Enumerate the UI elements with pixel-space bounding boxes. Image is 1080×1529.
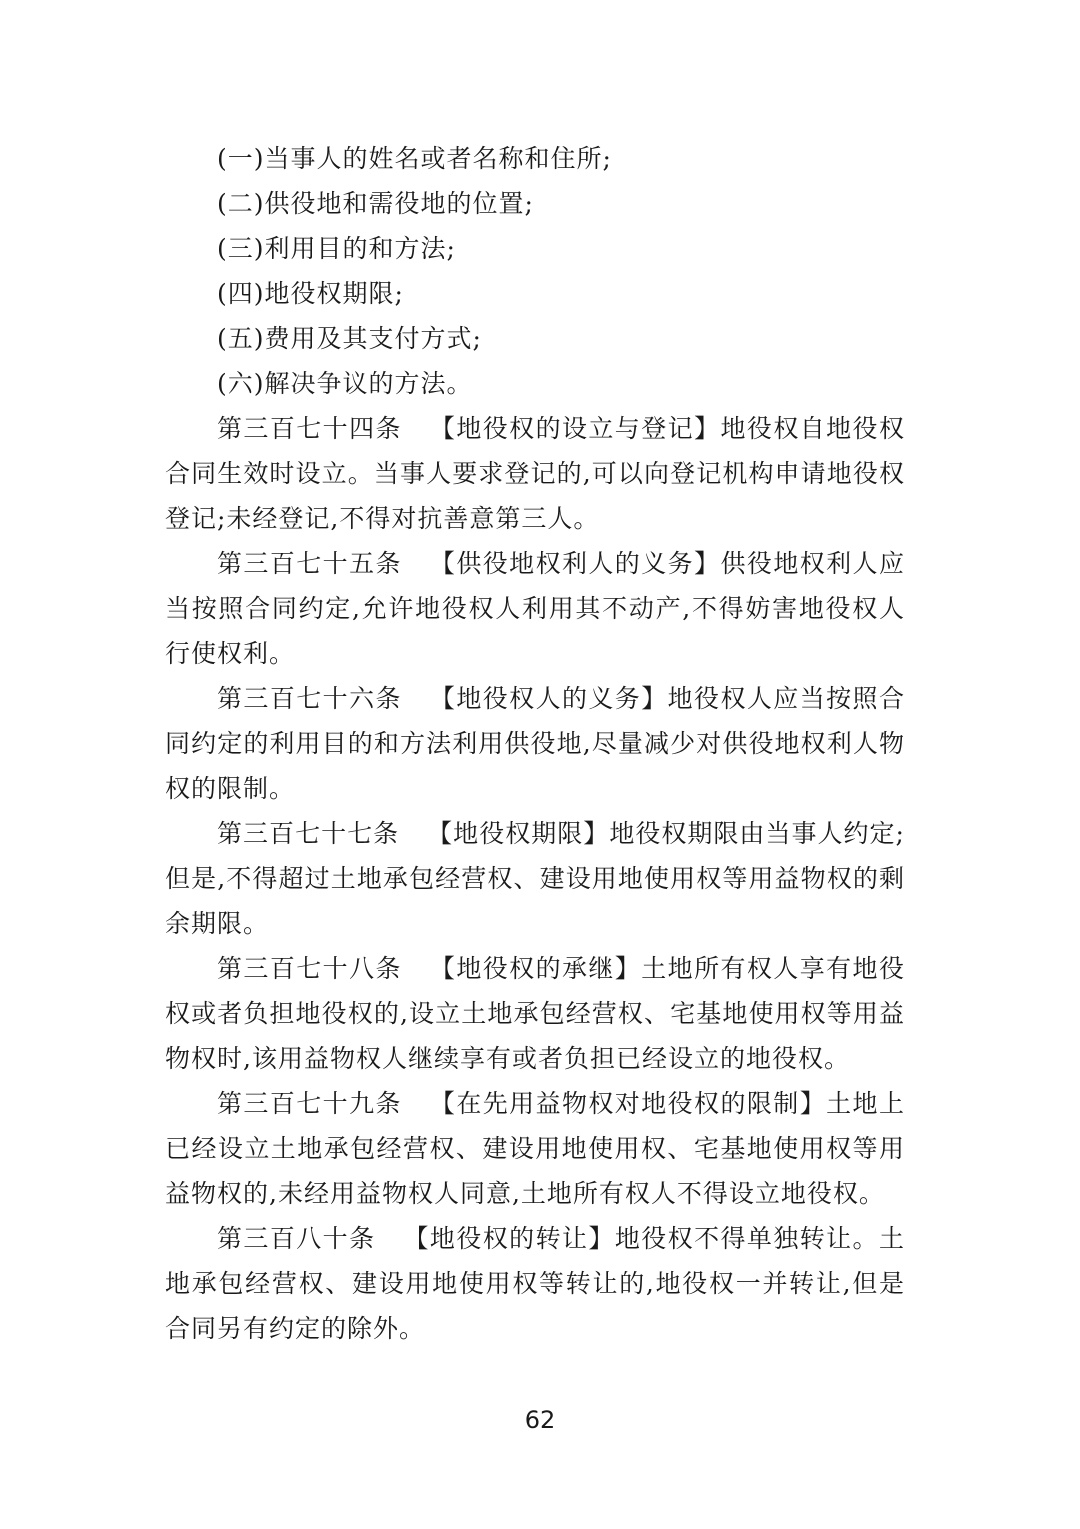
article-title: 【地役权的承继】 — [429, 954, 642, 983]
list-item: (一)当事人的姓名或者名称和住所; — [217, 144, 612, 173]
article-text: 地役权自地役权合同生效时设立。当事人要求登记的,可以向登记机构申请地役权登记;未经登记,不得对抗善意第三人。 — [165, 414, 905, 533]
article-375 — [165, 541, 905, 676]
article-number: 第三百七十九条 — [217, 1089, 402, 1118]
article-text: 土地所有权人享有地役权或者负担地役权的,设立土地承包经营权、宅基地使用权等用益物权时,该用益物权人继续享有或者负担已经设立的地役权。 — [165, 954, 905, 1073]
article-376 — [165, 676, 905, 811]
article-text: 地役权不得单独转让。土地承包经营权、建设用地使用权等转让的,地役权一并转让,但是合同另有约定的除外。 — [165, 1224, 905, 1343]
article-text: 土地上已经设立土地承包经营权、建设用地使用权、宅基地使用权等用益物权的,未经用益物权人同意,土地所有权人不得设立地役权。 — [165, 1089, 905, 1208]
article-380 — [165, 1216, 905, 1351]
article-text: 地役权人应当按照合同约定的利用目的和方法利用供役地,尽量减少对供役地权利人物权的限制。 — [165, 684, 905, 803]
article-title: 【在先用益物权对地役权的限制】 — [429, 1089, 827, 1118]
article-number: 第三百七十七条 — [217, 819, 400, 848]
article-378 — [165, 946, 905, 1081]
article-number: 第三百七十八条 — [217, 954, 402, 983]
article-number: 第三百七十四条 — [217, 414, 402, 443]
page-number: 62 — [524, 1406, 556, 1434]
article-text: 地役权期限由当事人约定;但是,不得超过土地承包经营权、建设用地使用权等用益物权的剩余期限。 — [165, 819, 905, 938]
article-text: 供役地权利人应当按照合同约定,允许地役权人利用其不动产,不得妨害地役权人行使权利。 — [165, 549, 905, 668]
article-377 — [165, 811, 905, 946]
article-379 — [165, 1081, 905, 1216]
article-title: 【地役权人的义务】 — [429, 684, 668, 713]
article-374 — [165, 406, 905, 541]
article-number: 第三百八十条 — [217, 1224, 376, 1253]
article-title: 【地役权的转让】 — [403, 1224, 615, 1253]
list-item: (二)供役地和需役地的位置; — [217, 189, 534, 218]
list-item: (五)费用及其支付方式; — [217, 324, 482, 353]
article-title: 【地役权的设立与登记】 — [429, 414, 721, 443]
page-body — [165, 136, 905, 1351]
article-title: 【地役权期限】 — [427, 819, 610, 848]
article-title: 【供役地权利人的义务】 — [429, 549, 721, 578]
article-number: 第三百七十五条 — [217, 549, 402, 578]
list-item: (六)解决争议的方法。 — [217, 369, 473, 398]
list-item: (四)地役权期限; — [217, 279, 404, 308]
list-item: (三)利用目的和方法; — [217, 234, 456, 263]
article-number: 第三百七十六条 — [217, 684, 402, 713]
